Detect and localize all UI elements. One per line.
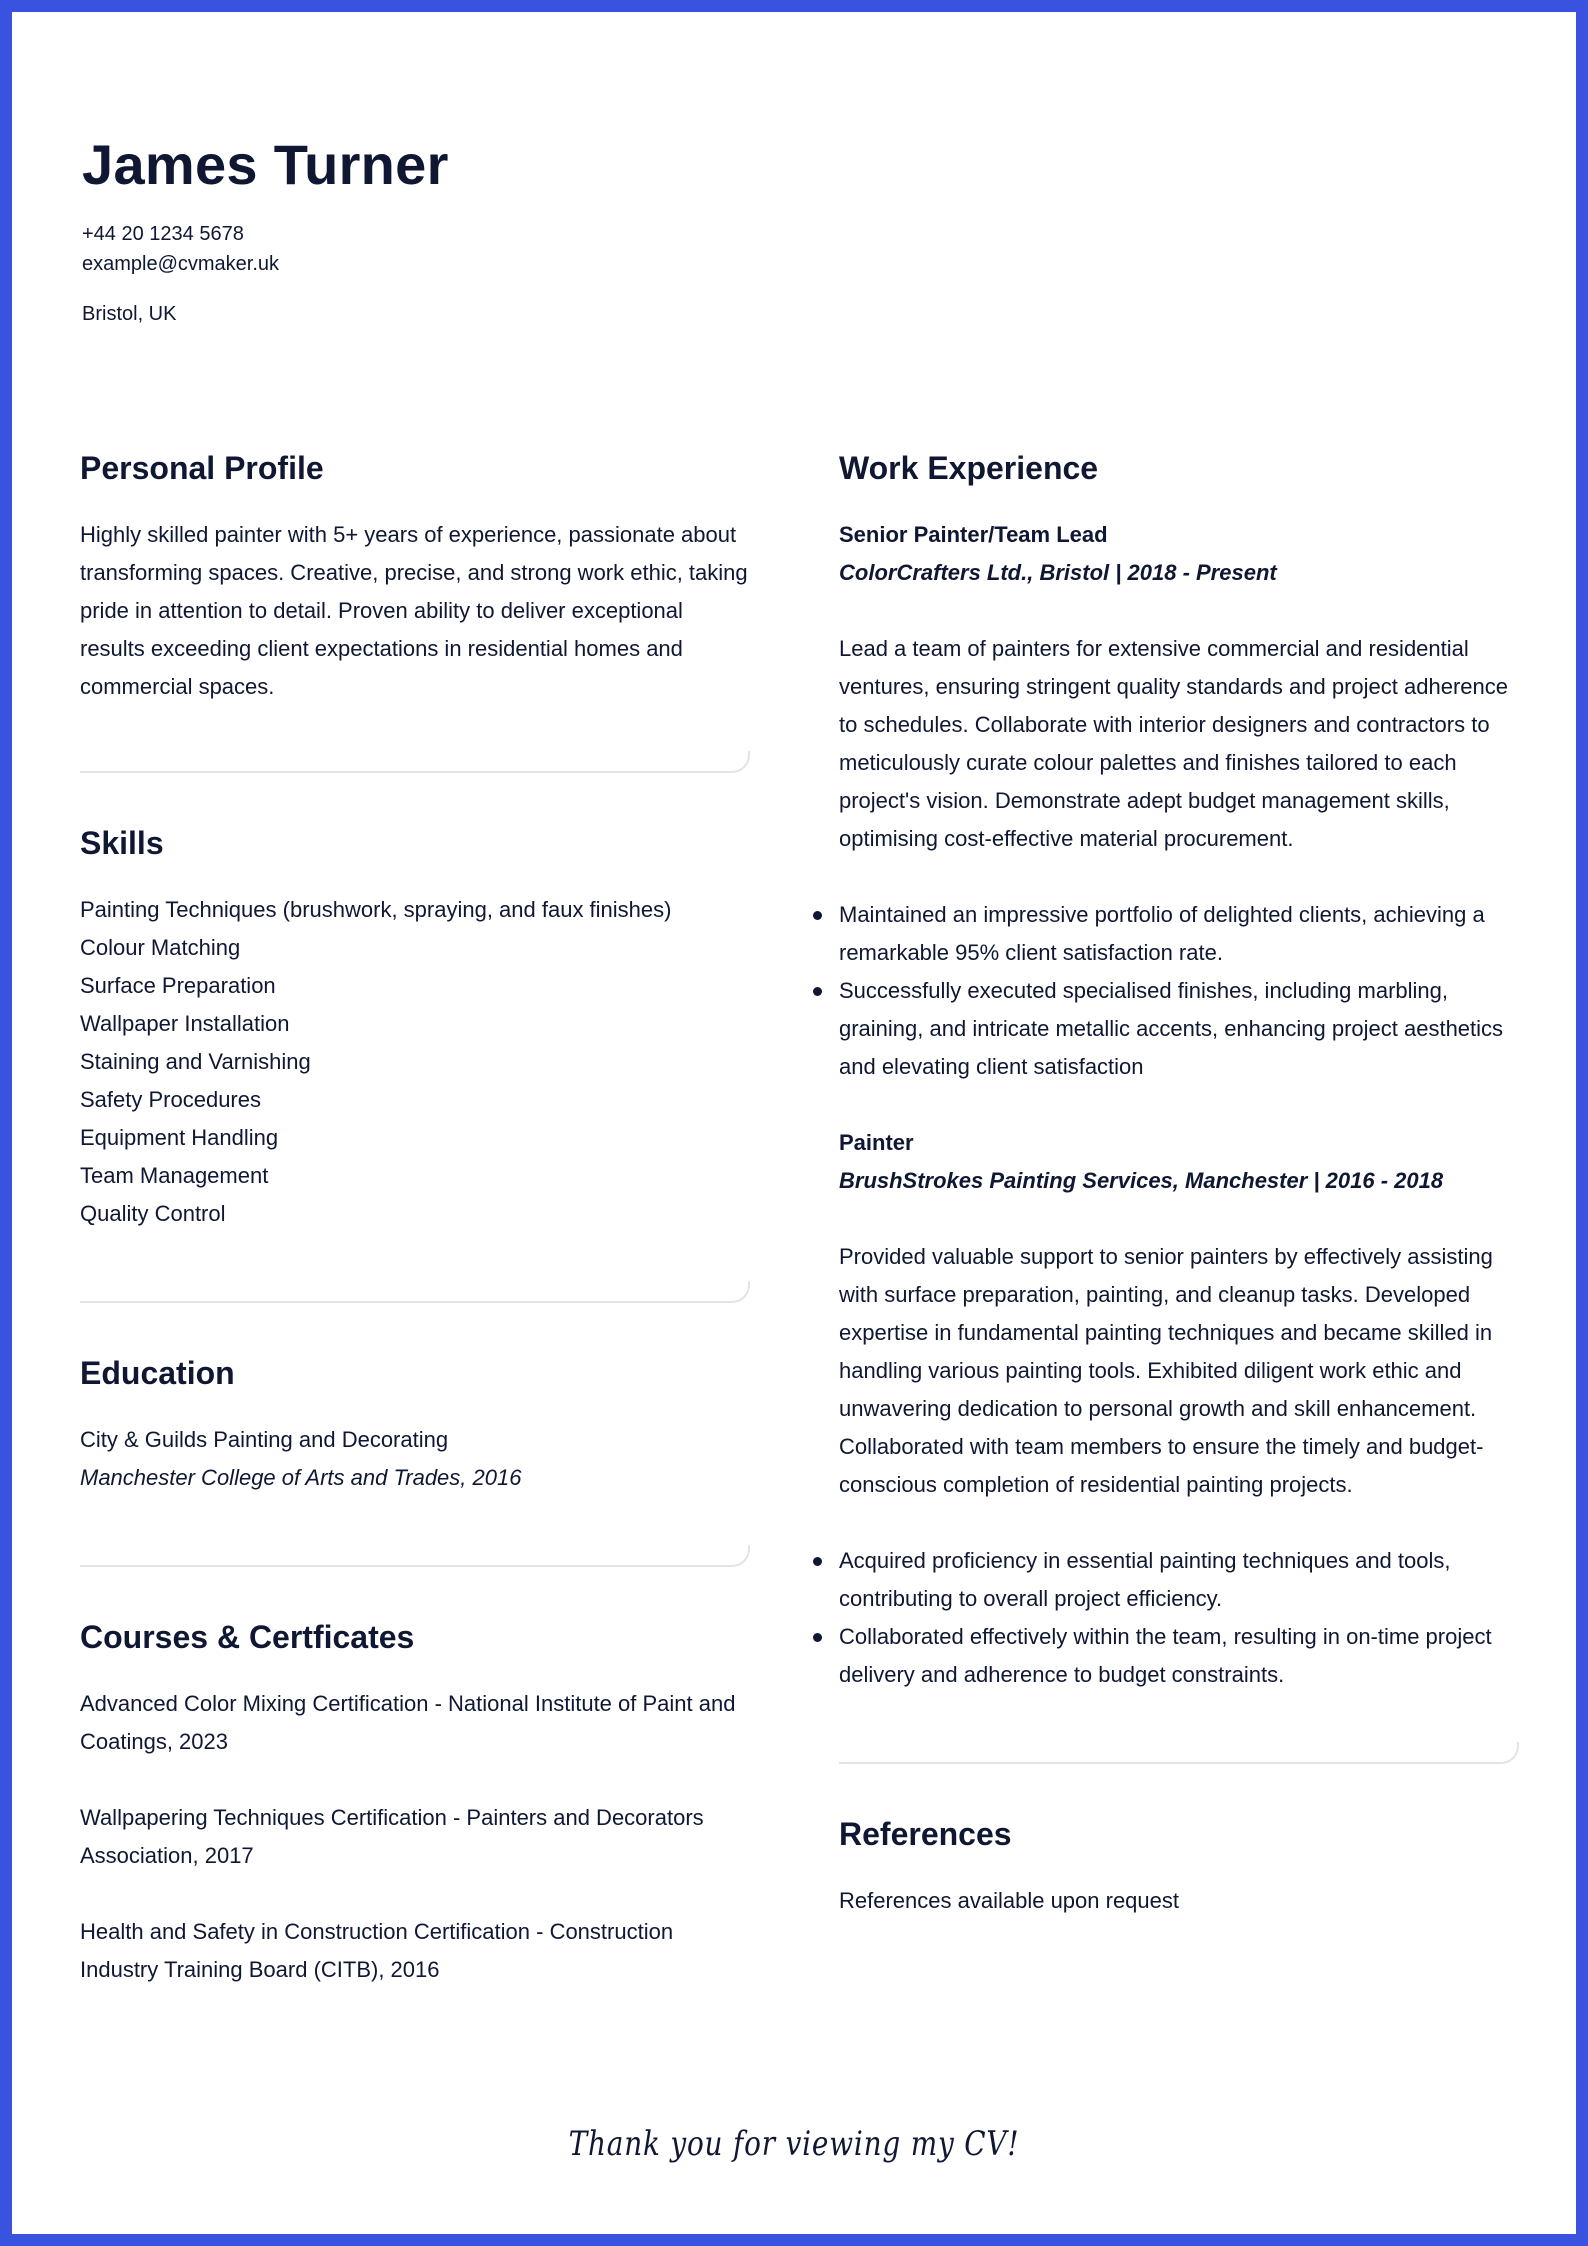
achievement-item: Successfully executed specialised finishes, including marbling, graining, and intricate metallic accents, enhancing project aesthetics and elevating client satisfaction bbox=[839, 972, 1519, 1086]
footer-message: Thank you for viewing my CV! bbox=[568, 2124, 1020, 2164]
skills-section bbox=[80, 819, 750, 1303]
job-description: Lead a team of painters for extensive commercial and residential ventures, ensuring stringent quality standards and project adherence to schedules. Collaborate with interior designers and contractors to meticulously curate colour palettes and finishes tailored to each project's vision. Demonstrate adept budget management skills, optimising cost-effective material procurement. bbox=[839, 636, 1508, 851]
references-text: References available upon request bbox=[839, 1888, 1180, 1913]
course-item: Health and Safety in Construction Certification - Construction Industry Training Board (CITB), 2016 bbox=[80, 1919, 674, 1982]
left-column bbox=[80, 444, 750, 1989]
phone-number: +44 20 1234 5678 bbox=[82, 223, 244, 245]
education-heading: Education bbox=[80, 1355, 235, 1391]
cv-header bbox=[82, 132, 449, 329]
work-heading: Work Experience bbox=[839, 450, 1099, 486]
section-divider bbox=[80, 1281, 750, 1303]
courses-heading: Courses & Certficates bbox=[80, 1619, 415, 1655]
work-experience-section bbox=[839, 444, 1519, 1764]
email-address: example@cvmaker.uk bbox=[82, 253, 280, 275]
job-title: Painter bbox=[839, 1130, 914, 1155]
job-achievements bbox=[839, 1542, 1519, 1694]
skill-item: Team Management bbox=[80, 1163, 269, 1188]
courses-section bbox=[80, 1613, 750, 1989]
job-company: ColorCrafters Ltd., Bristol | 2018 - Present bbox=[839, 560, 1277, 585]
job-achievements bbox=[839, 896, 1519, 1086]
skill-item: Equipment Handling bbox=[80, 1125, 279, 1150]
job-title: Senior Painter/Team Lead bbox=[839, 522, 1108, 547]
course-item: Wallpapering Techniques Certification - Painters and Decorators Association, 2017 bbox=[80, 1805, 704, 1868]
skills-heading: Skills bbox=[80, 825, 164, 861]
skill-item: Staining and Varnishing bbox=[80, 1049, 311, 1074]
profile-heading: Personal Profile bbox=[80, 450, 324, 486]
references-section bbox=[839, 1810, 1519, 1920]
skill-item: Painting Techniques (brushwork, spraying, and faux finishes) bbox=[80, 897, 672, 922]
skill-item: Surface Preparation bbox=[80, 973, 276, 998]
skill-item: Colour Matching bbox=[80, 935, 241, 960]
section-divider bbox=[80, 1545, 750, 1567]
references-heading: References bbox=[839, 1816, 1012, 1852]
section-divider bbox=[80, 751, 750, 773]
job-entry bbox=[839, 1124, 1519, 1694]
job-description: Provided valuable support to senior painters by effectively assisting with surface preparation, painting, and cleanup tasks. Developed expertise in fundamental painting techniques and became skilled in handling various painting tools. Exhibited diligent work ethic and unwavering dedication to personal growth and skill enhancement. Collaborated with team members to ensure the timely and budget-conscious completion of residential painting projects. bbox=[839, 1244, 1493, 1497]
achievement-item: Collaborated effectively within the team, resulting in on-time project delivery and adherence to budget constraints. bbox=[839, 1618, 1519, 1694]
education-institution: Manchester College of Arts and Trades, 2016 bbox=[80, 1465, 522, 1490]
location: Bristol, UK bbox=[82, 303, 177, 325]
achievement-item: Acquired proficiency in essential painting techniques and tools, contributing to overall project efficiency. bbox=[839, 1542, 1519, 1618]
skill-item: Wallpaper Installation bbox=[80, 1011, 290, 1036]
skill-item: Safety Procedures bbox=[80, 1087, 261, 1112]
cv-page bbox=[12, 12, 1576, 2234]
profile-text: Highly skilled painter with 5+ years of experience, passionate about transforming spaces. Creative, precise, and strong work ethic, taking pride in attention to detail. Proven ability to deliver exceptional results exceeding client expectations in residential homes and commercial spaces. bbox=[80, 522, 748, 699]
section-divider bbox=[839, 1742, 1519, 1764]
candidate-name: James Turner bbox=[82, 133, 449, 196]
achievement-item: Maintained an impressive portfolio of delighted clients, achieving a remarkable 95% client satisfaction rate. bbox=[839, 896, 1519, 972]
course-item: Advanced Color Mixing Certification - National Institute of Paint and Coatings, 2023 bbox=[80, 1691, 736, 1754]
education-qualification: City & Guilds Painting and Decorating bbox=[80, 1427, 449, 1452]
education-section bbox=[80, 1349, 750, 1567]
personal-profile-section bbox=[80, 444, 750, 773]
job-company: BrushStrokes Painting Services, Manchester | 2016 - 2018 bbox=[839, 1168, 1444, 1193]
skills-list bbox=[80, 891, 750, 1233]
skill-item: Quality Control bbox=[80, 1201, 226, 1226]
right-column bbox=[839, 444, 1519, 1920]
job-entry bbox=[839, 516, 1519, 1086]
